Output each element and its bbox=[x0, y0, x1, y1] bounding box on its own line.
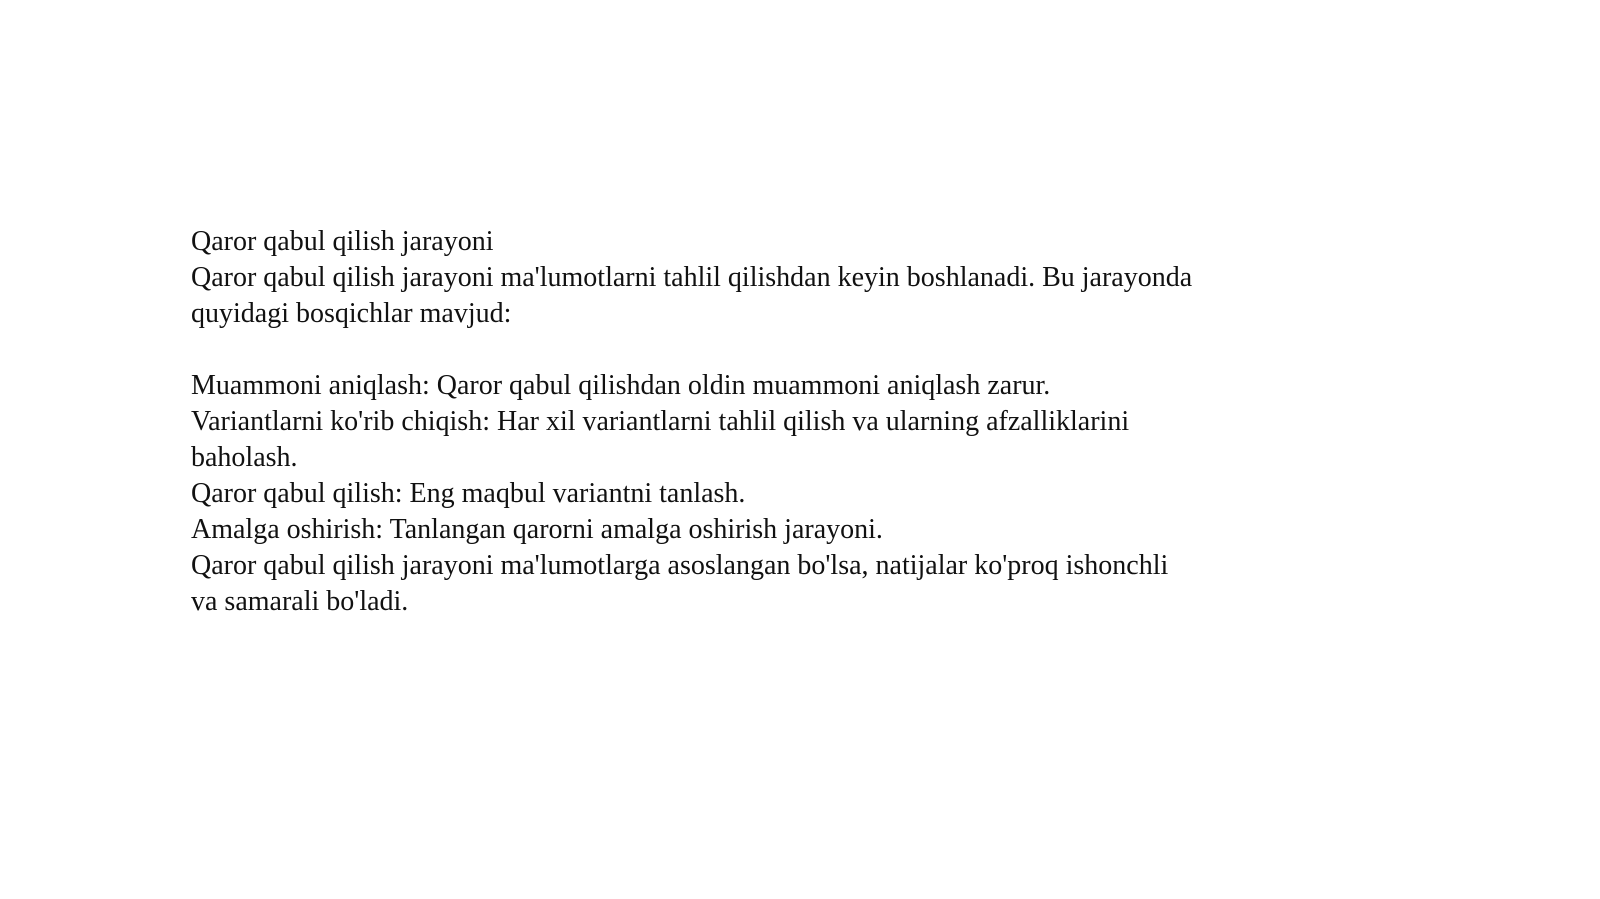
step-implementation: Amalga oshirish: Tanlangan qarorni amalga oshirish jarayoni. bbox=[191, 514, 883, 545]
document-text-block bbox=[191, 224, 1291, 620]
conclusion-line-1: Qaror qabul qilish jarayoni ma'lumotlarga asoslangan bo'lsa, natijalar ko'proq ishonchli bbox=[191, 550, 1169, 581]
document-title: Qaror qabul qilish jarayoni bbox=[191, 226, 494, 257]
step-problem-definition: Muammoni aniqlash: Qaror qabul qilishdan oldin muammoni aniqlash zarur. bbox=[191, 370, 1051, 401]
step-review-options-line-2: baholash. bbox=[191, 442, 298, 473]
step-review-options-line-1: Variantlarni ko'rib chiqish: Har xil variantlarni tahlil qilish va ularning afzalliklarini bbox=[191, 406, 1130, 437]
paragraph-spacer bbox=[191, 332, 1291, 368]
conclusion-line-2: va samarali bo'ladi. bbox=[191, 586, 409, 617]
intro-text-line-2: quyidagi bosqichlar mavjud: bbox=[191, 298, 512, 329]
intro-text-line-1: Qaror qabul qilish jarayoni ma'lumotlarni tahlil qilishdan keyin boshlanadi. Bu jarayonda bbox=[191, 262, 1193, 293]
step-make-decision: Qaror qabul qilish: Eng maqbul variantni tanlash. bbox=[191, 478, 746, 509]
